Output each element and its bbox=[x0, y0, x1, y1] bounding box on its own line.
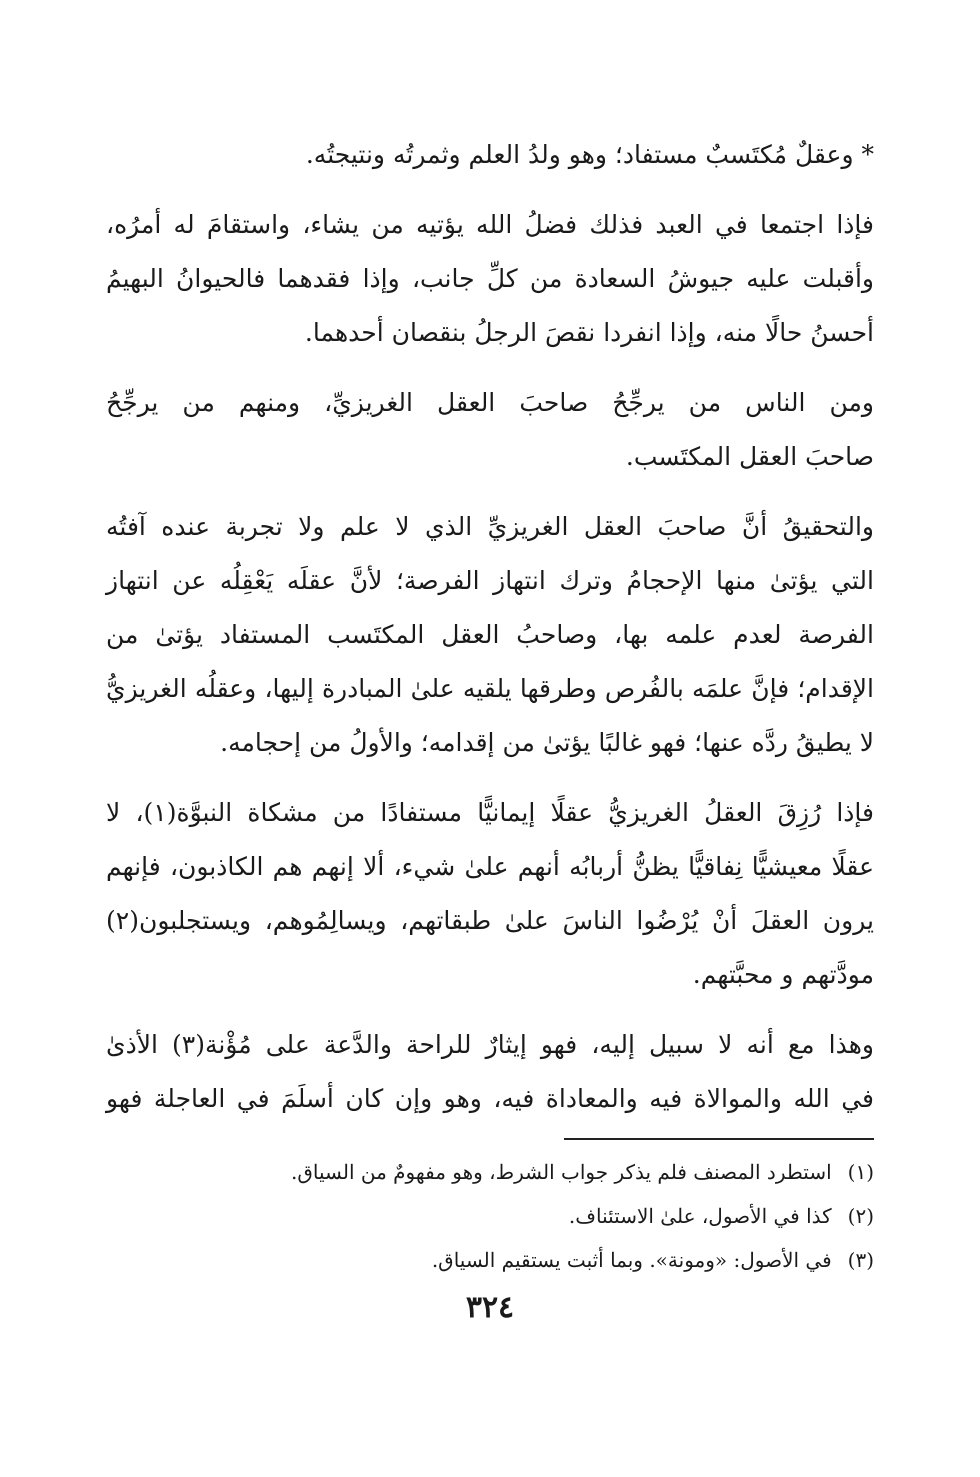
text-line: في الله والموالاة فيه والمعاداة فيه، وهو وإن كان أسلَمَ في العاجلة فهو bbox=[106, 1084, 874, 1113]
footnote-text: استطرد المصنف فلم يذكر جواب الشرط، وهو مفهومٌ من السياق. bbox=[291, 1160, 832, 1184]
text-line: يرون العقلَ أنْ يُرْضُوا الناسَ علىٰ طبقاتهم، ويسالِمُوهم، ويستجلبون(٢) bbox=[106, 906, 874, 935]
footnote-3 bbox=[106, 1238, 874, 1282]
text-line: لا يطيقُ ردَّه عنها؛ فهو غالبًا يؤتىٰ من إقدامه؛ والأولُ من إحجامه. bbox=[220, 728, 874, 757]
text-line: صاحبَ العقل المكتَسب. bbox=[625, 442, 874, 471]
text-line: والتحقيقُ أنَّ صاحبَ العقل الغريزيِّ الذي لا علم ولا تجربة عنده آفتُه bbox=[106, 512, 874, 541]
paragraph-1 bbox=[106, 128, 874, 182]
text-line: عقلًا معيشيًّا نِفاقيًّا يظنُّ أربابُه أنهم علىٰ شيء، ألا إنهم هم الكاذبون، فإنهم bbox=[106, 852, 874, 881]
footnote-text: كذا في الأصول، علىٰ الاستئناف. bbox=[568, 1204, 832, 1228]
footnotes bbox=[106, 1150, 874, 1282]
text-line: الفرصة لعدم علمه بها، وصاحبُ العقل المكتَسب المستفاد يؤتىٰ من bbox=[106, 620, 874, 649]
text-line: فإذا رُزِقَ العقلُ الغريزيُّ عقلًا إيمانيًّا مستفادًا من مشكاة النبوَّة(١)، لا bbox=[106, 798, 874, 827]
footnote-divider bbox=[564, 1138, 874, 1140]
text-line: أحسنُ حالًا منه، وإذا انفردا نقصَ الرجلُ بنقصان أحدهما. bbox=[304, 318, 874, 347]
paragraph-3 bbox=[106, 376, 874, 484]
page-number: ٣٢٤ bbox=[465, 1290, 515, 1325]
footnote-1 bbox=[106, 1150, 874, 1194]
text-line: ومن الناس من يرجِّحُ صاحبَ العقل الغريزيِّ، ومنهم من يرجِّحُ bbox=[106, 388, 874, 417]
text-line: * وعقلٌ مُكتَسبٌ مستفاد؛ وهو ولدُ العلم وثمرتُه ونتيجتُه. bbox=[305, 140, 874, 169]
text-line: وأقبلت عليه جيوشُ السعادة من كلِّ جانب، وإذا فقدهما فالحيوانُ البهيمُ bbox=[106, 264, 874, 293]
paragraph-5 bbox=[106, 786, 874, 1002]
text-line: الإقدام؛ فإنَّ علمَه بالفُرص وطرقها يلقيه علىٰ المبادرة إليها، وعقلُه الغريزيُّ bbox=[106, 674, 874, 703]
paragraph-2 bbox=[106, 198, 874, 360]
footnote-2 bbox=[106, 1194, 874, 1238]
footnote-number: (٢) bbox=[847, 1204, 874, 1228]
paragraph-4 bbox=[106, 500, 874, 770]
text-line: التي يؤتىٰ منها الإحجامُ وترك انتهاز الفرصة؛ لأنَّ عقلَه يَعْقِلُه عن انتهاز bbox=[106, 566, 874, 595]
text-line: مودَّتهم و محبَّتهم. bbox=[692, 960, 874, 989]
footnote-number: (٣) bbox=[847, 1248, 874, 1272]
text-line: وهذا مع أنه لا سبيل إليه، فهو إيثارٌ للراحة والدَّعة على مُؤْنة(٣) الأذىٰ bbox=[106, 1030, 874, 1059]
paragraph-6 bbox=[106, 1018, 874, 1126]
footnote-text: في الأصول: «ومونة». وبما أثبت يستقيم السياق. bbox=[431, 1248, 832, 1272]
main-text bbox=[106, 128, 874, 1142]
footnote-number: (١) bbox=[847, 1160, 874, 1184]
text-line: فإذا اجتمعا في العبد فذلك فضلُ الله يؤتيه من يشاء، واستقامَ له أمرُه، bbox=[106, 210, 874, 239]
